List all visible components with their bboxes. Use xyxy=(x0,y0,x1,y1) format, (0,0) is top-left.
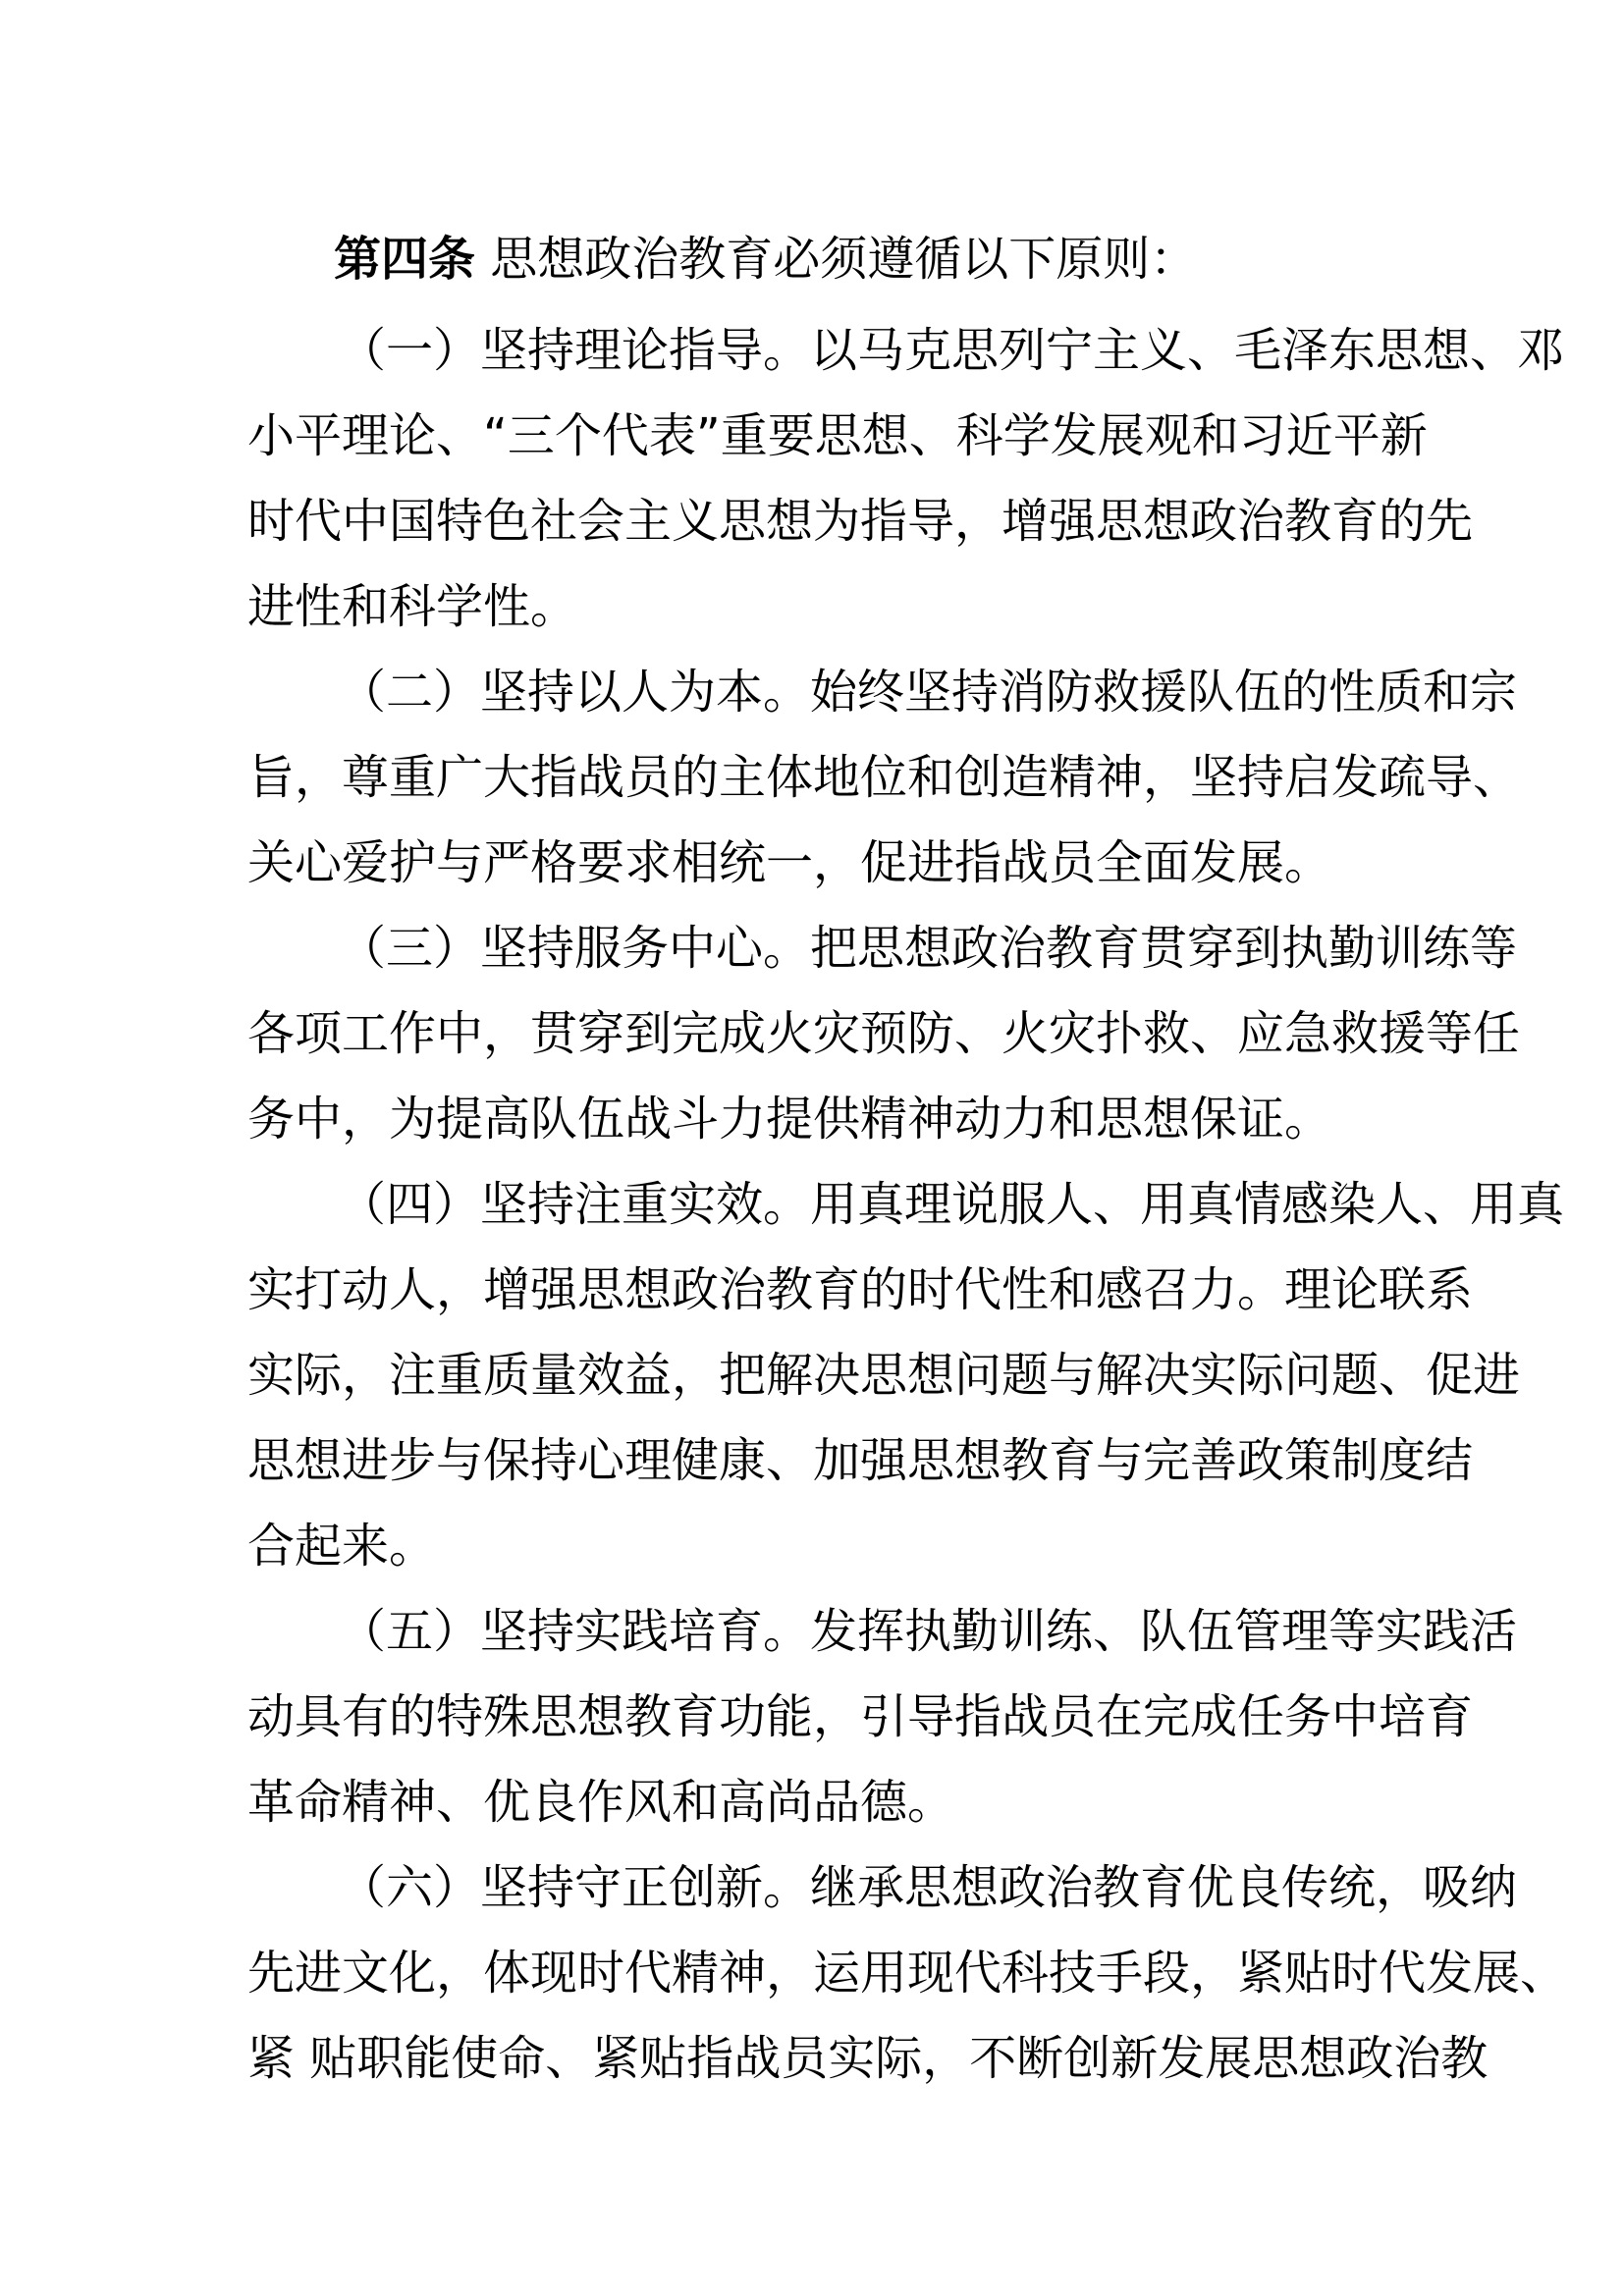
paragraph-line: 合起来。 xyxy=(247,1519,437,1574)
paragraph-line: （六）坚持守正创新。继承思想政治教育优良传统，吸纳 xyxy=(339,1860,1518,1915)
paragraph-line: 关心爱护与严格要求相统一，促进指战员全面发展。 xyxy=(247,835,1332,890)
paragraph-line: 进性和科学性。 xyxy=(247,579,578,634)
paragraph-line: 各项工作中，贯穿到完成火灾预防、火灾扑救、应急救援等任 xyxy=(247,1006,1521,1061)
paragraph-line: （二）坚持以人为本。始终坚持消防救援队伍的性质和宗 xyxy=(339,665,1518,720)
article-heading xyxy=(334,230,1197,289)
paragraph-line: 紧 贴职能使命、紧贴指战员实际，不断创新发展思想政治教 xyxy=(247,2031,1489,2086)
paragraph-line: 思想进步与保持心理健康、加强思想教育与完善政策制度结 xyxy=(247,1433,1474,1488)
paragraph-line: 动具有的特殊思想教育功能，引导指战员在完成任务中培育 xyxy=(247,1689,1474,1744)
article-number: 第四条 xyxy=(334,232,476,287)
paragraph-line: 革命精神、优良作风和高尚品德。 xyxy=(247,1775,955,1830)
paragraph-line: 小平理论、“三个代表”重要思想、科学发展观和习近平新 xyxy=(247,408,1428,463)
paragraph-line: 实打动人，增强思想政治教育的时代性和感召力。理论联系 xyxy=(247,1262,1474,1317)
paragraph-line: 实际，注重质量效益，把解决思想问题与解决实际问题、促进 xyxy=(247,1348,1521,1403)
paragraph-line: 先进文化，体现时代精神，运用现代科技手段，紧贴时代发展、 xyxy=(247,1946,1568,2001)
paragraph-line: （三）坚持服务中心。把思想政治教育贯穿到执勤训练等 xyxy=(339,921,1518,976)
article-heading-text: 思想政治教育必须遵循以下原则： xyxy=(490,232,1198,287)
paragraph-line: （五）坚持实践培育。发挥执勤训练、队伍管理等实践活 xyxy=(339,1604,1518,1659)
paragraph-line: 时代中国特色社会主义思想为指导，增强思想政治教育的先 xyxy=(247,494,1474,549)
paragraph-line: 旨，尊重广大指战员的主体地位和创造精神，坚持启发疏导、 xyxy=(247,750,1521,805)
paragraph-line: （一）坚持理论指导。以马克思列宁主义、毛泽东思想、邓 xyxy=(339,323,1565,378)
paragraph-line: 务中，为提高队伍战斗力提供精神动力和思想保证。 xyxy=(247,1092,1332,1147)
paragraph-line: （四）坚持注重实效。用真理说服人、用真情感染人、用真 xyxy=(339,1177,1565,1232)
